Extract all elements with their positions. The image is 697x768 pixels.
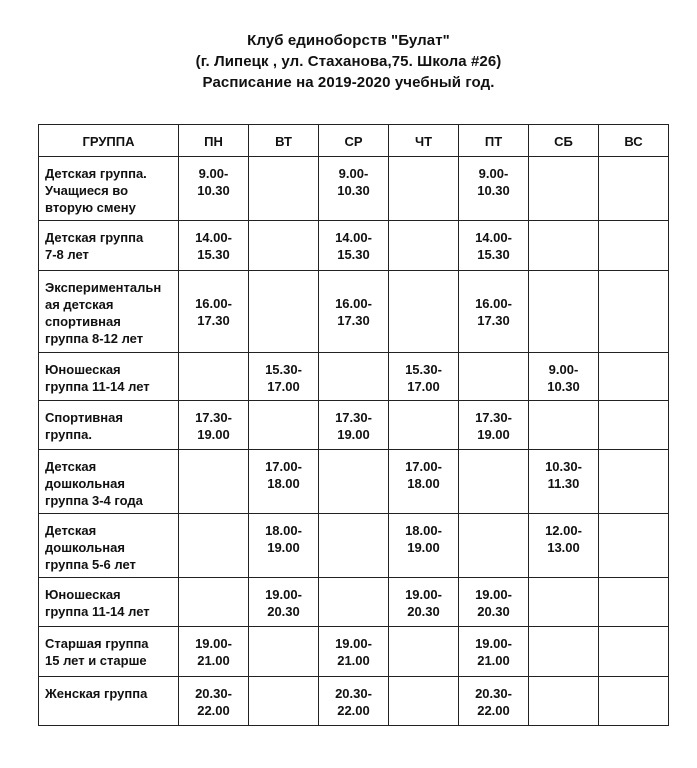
table-row: [39, 514, 669, 578]
time-cell-wed: 17.30- 19.00: [319, 401, 389, 450]
time-cell-wed: [319, 578, 389, 627]
time-cell-sun: [599, 514, 669, 578]
time-cell-mon: [179, 450, 249, 514]
time-cell-sun: [599, 271, 669, 353]
time-cell-tue: [249, 627, 319, 677]
time-cell-sun: [599, 578, 669, 627]
column-header-sun: ВС: [599, 125, 669, 157]
time-cell-thu: [389, 157, 459, 221]
club-title: Клуб единоборств "Булат": [247, 32, 450, 49]
time-cell-fri: 9.00- 10.30: [459, 157, 529, 221]
group-name-cell: Детская дошкольная группа 5-6 лет: [39, 514, 179, 578]
time-cell-sun: [599, 157, 669, 221]
column-header-mon: ПН: [179, 125, 249, 157]
time-cell-thu: 15.30- 17.00: [389, 353, 459, 401]
time-cell-sat: [529, 221, 599, 271]
table-row: [39, 627, 669, 677]
table-row: [39, 221, 669, 271]
table-row: [39, 677, 669, 726]
time-cell-wed: 20.30- 22.00: [319, 677, 389, 726]
table-row: [39, 401, 669, 450]
time-cell-sun: [599, 677, 669, 726]
time-cell-wed: 9.00- 10.30: [319, 157, 389, 221]
time-cell-tue: 18.00- 19.00: [249, 514, 319, 578]
table-row: [39, 450, 669, 514]
time-cell-tue: [249, 401, 319, 450]
time-cell-thu: 19.00- 20.30: [389, 578, 459, 627]
time-cell-mon: 20.30- 22.00: [179, 677, 249, 726]
time-cell-fri: 19.00- 21.00: [459, 627, 529, 677]
time-cell-wed: [319, 450, 389, 514]
table-row: [39, 353, 669, 401]
time-cell-sat: [529, 157, 599, 221]
schedule-table: [38, 124, 669, 726]
time-cell-sun: [599, 450, 669, 514]
group-name-cell: Спортивная группа.: [39, 401, 179, 450]
time-cell-sun: [599, 627, 669, 677]
time-cell-sat: [529, 401, 599, 450]
time-cell-sat: [529, 627, 599, 677]
time-cell-sat: [529, 677, 599, 726]
time-cell-sun: [599, 221, 669, 271]
time-cell-sat: [529, 271, 599, 353]
column-header-group: ГРУППА: [39, 125, 179, 157]
group-name-cell: Детская группа 7-8 лет: [39, 221, 179, 271]
time-cell-wed: 14.00- 15.30: [319, 221, 389, 271]
time-cell-fri: 16.00- 17.30: [459, 271, 529, 353]
time-cell-wed: [319, 353, 389, 401]
schedule-title: Расписание на 2019-2020 учебный год.: [202, 74, 495, 91]
time-cell-thu: [389, 627, 459, 677]
time-cell-thu: 17.00- 18.00: [389, 450, 459, 514]
time-cell-fri: 20.30- 22.00: [459, 677, 529, 726]
time-cell-tue: 19.00- 20.30: [249, 578, 319, 627]
time-cell-tue: [249, 677, 319, 726]
time-cell-sat: 10.30- 11.30: [529, 450, 599, 514]
time-cell-thu: 18.00- 19.00: [389, 514, 459, 578]
group-name-cell: Экспериментальн ая детская спортивная группа 8-12 лет: [39, 271, 179, 353]
time-cell-mon: 16.00- 17.30: [179, 271, 249, 353]
time-cell-fri: [459, 353, 529, 401]
time-cell-wed: 16.00- 17.30: [319, 271, 389, 353]
group-name-cell: Старшая группа 15 лет и старше: [39, 627, 179, 677]
group-name-cell: Женская группа: [39, 677, 179, 726]
time-cell-mon: [179, 514, 249, 578]
column-header-wed: СР: [319, 125, 389, 157]
time-cell-fri: [459, 514, 529, 578]
time-cell-fri: 17.30- 19.00: [459, 401, 529, 450]
time-cell-mon: 17.30- 19.00: [179, 401, 249, 450]
column-header-sat: СБ: [529, 125, 599, 157]
table-row: [39, 157, 669, 221]
column-header-tue: ВТ: [249, 125, 319, 157]
table-header-row: [39, 125, 669, 157]
time-cell-tue: 17.00- 18.00: [249, 450, 319, 514]
club-address: (г. Липецк , ул. Стаханова,75. Школа #26): [195, 53, 502, 70]
group-name-cell: Юношеская группа 11-14 лет: [39, 353, 179, 401]
time-cell-mon: 14.00- 15.30: [179, 221, 249, 271]
time-cell-tue: [249, 271, 319, 353]
time-cell-tue: [249, 221, 319, 271]
time-cell-mon: 19.00- 21.00: [179, 627, 249, 677]
time-cell-thu: [389, 401, 459, 450]
time-cell-thu: [389, 221, 459, 271]
table-row: [39, 271, 669, 353]
time-cell-sun: [599, 401, 669, 450]
group-name-cell: Детская дошкольная группа 3-4 года: [39, 450, 179, 514]
time-cell-sat: 12.00- 13.00: [529, 514, 599, 578]
time-cell-tue: 15.30- 17.00: [249, 353, 319, 401]
column-header-fri: ПТ: [459, 125, 529, 157]
time-cell-mon: 9.00- 10.30: [179, 157, 249, 221]
time-cell-tue: [249, 157, 319, 221]
time-cell-thu: [389, 677, 459, 726]
time-cell-thu: [389, 271, 459, 353]
time-cell-mon: [179, 353, 249, 401]
group-name-cell: Юношеская группа 11-14 лет: [39, 578, 179, 627]
group-name-cell: Детская группа. Учащиеся во вторую смену: [39, 157, 179, 221]
column-header-thu: ЧТ: [389, 125, 459, 157]
time-cell-sat: [529, 578, 599, 627]
document-header: [0, 30, 697, 93]
time-cell-fri: 19.00- 20.30: [459, 578, 529, 627]
time-cell-wed: 19.00- 21.00: [319, 627, 389, 677]
time-cell-fri: 14.00- 15.30: [459, 221, 529, 271]
time-cell-mon: [179, 578, 249, 627]
time-cell-sat: 9.00- 10.30: [529, 353, 599, 401]
table-row: [39, 578, 669, 627]
time-cell-sun: [599, 353, 669, 401]
time-cell-wed: [319, 514, 389, 578]
time-cell-fri: [459, 450, 529, 514]
